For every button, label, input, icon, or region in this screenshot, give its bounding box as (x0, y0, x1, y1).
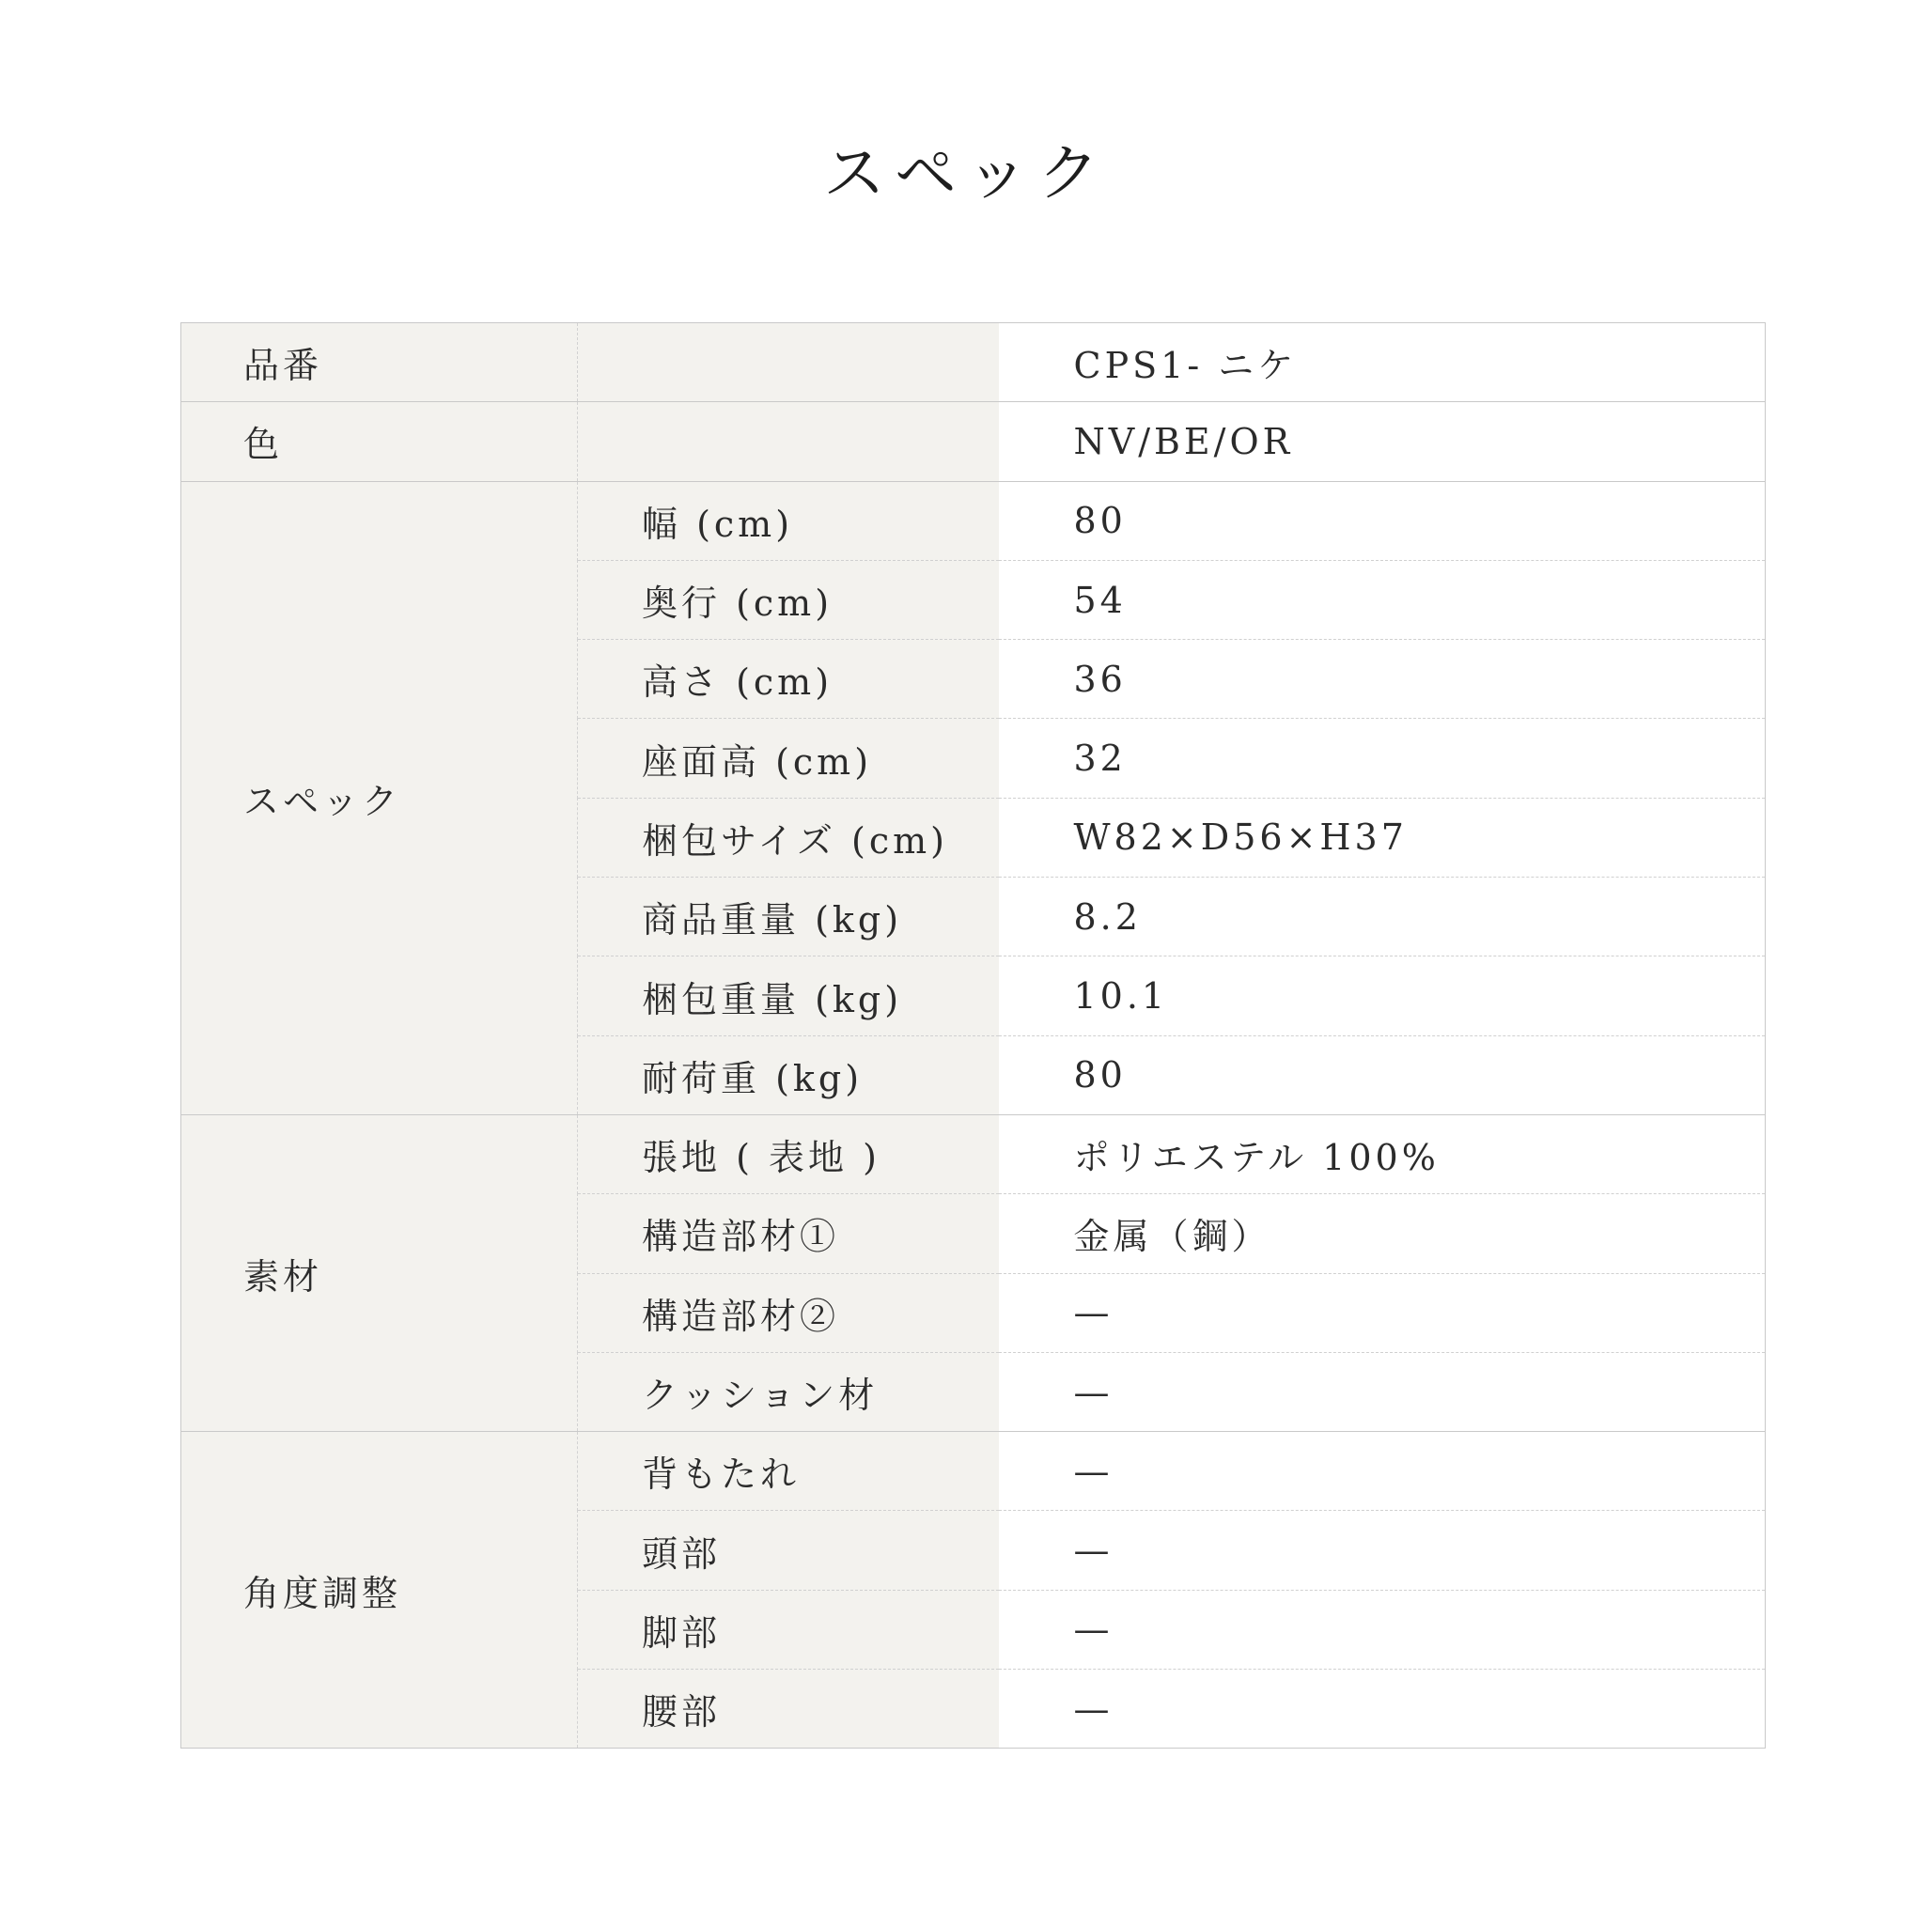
item-label-leg: 脚部 (578, 1590, 999, 1669)
item-label (578, 402, 999, 481)
item-label-package-size: 梱包サイズ (cm) (578, 798, 999, 877)
value-leg: — (999, 1590, 1766, 1669)
item-label-waist: 腰部 (578, 1670, 999, 1749)
item-label-structure-2: 構造部材② (578, 1273, 999, 1352)
group-label-product-number: 品番 (181, 323, 578, 402)
table-row (181, 323, 1766, 402)
value-waist: — (999, 1670, 1766, 1749)
item-label-head: 頭部 (578, 1511, 999, 1590)
table-row (181, 402, 1766, 481)
value-height: 36 (999, 640, 1766, 719)
group-label-angle-adjustment: 角度調整 (181, 1432, 578, 1749)
page-title: スペック (823, 137, 1109, 210)
item-label-load-capacity: 耐荷重 (kg) (578, 1035, 999, 1114)
table-row (181, 1432, 1766, 1511)
value-width: 80 (999, 481, 1766, 560)
group-label-material: 素材 (181, 1114, 578, 1431)
value-load-capacity: 80 (999, 1035, 1766, 1114)
value-backrest: — (999, 1432, 1766, 1511)
table-row (181, 481, 1766, 560)
group-label-spec: スペック (181, 481, 578, 1114)
item-label-backrest: 背もたれ (578, 1432, 999, 1511)
item-label-structure-1: 構造部材① (578, 1194, 999, 1273)
item-label-package-weight: 梱包重量 (kg) (578, 956, 999, 1035)
value-product-number: CPS1- ニケ (999, 323, 1766, 402)
item-label-depth: 奥行 (cm) (578, 560, 999, 639)
value-color: NV/BE/OR (999, 402, 1766, 481)
value-product-weight: 8.2 (999, 878, 1766, 956)
value-structure-1: 金属（鋼） (999, 1194, 1766, 1273)
item-label-product-weight: 商品重量 (kg) (578, 878, 999, 956)
value-package-size: W82×D56×H37 (999, 798, 1766, 877)
item-label-seat-height: 座面高 (cm) (578, 719, 999, 798)
table-row (181, 1114, 1766, 1193)
value-depth: 54 (999, 560, 1766, 639)
value-structure-2: — (999, 1273, 1766, 1352)
value-head: — (999, 1511, 1766, 1590)
value-upholstery: ポリエステル 100% (999, 1114, 1766, 1193)
value-cushion: — (999, 1352, 1766, 1431)
item-label-upholstery: 張地 ( 表地 ) (578, 1114, 999, 1193)
spec-table (180, 322, 1766, 1749)
item-label-cushion: クッション材 (578, 1352, 999, 1431)
value-seat-height: 32 (999, 719, 1766, 798)
item-label (578, 323, 999, 402)
value-package-weight: 10.1 (999, 956, 1766, 1035)
item-label-height: 高さ (cm) (578, 640, 999, 719)
item-label-width: 幅 (cm) (578, 481, 999, 560)
group-label-color: 色 (181, 402, 578, 481)
